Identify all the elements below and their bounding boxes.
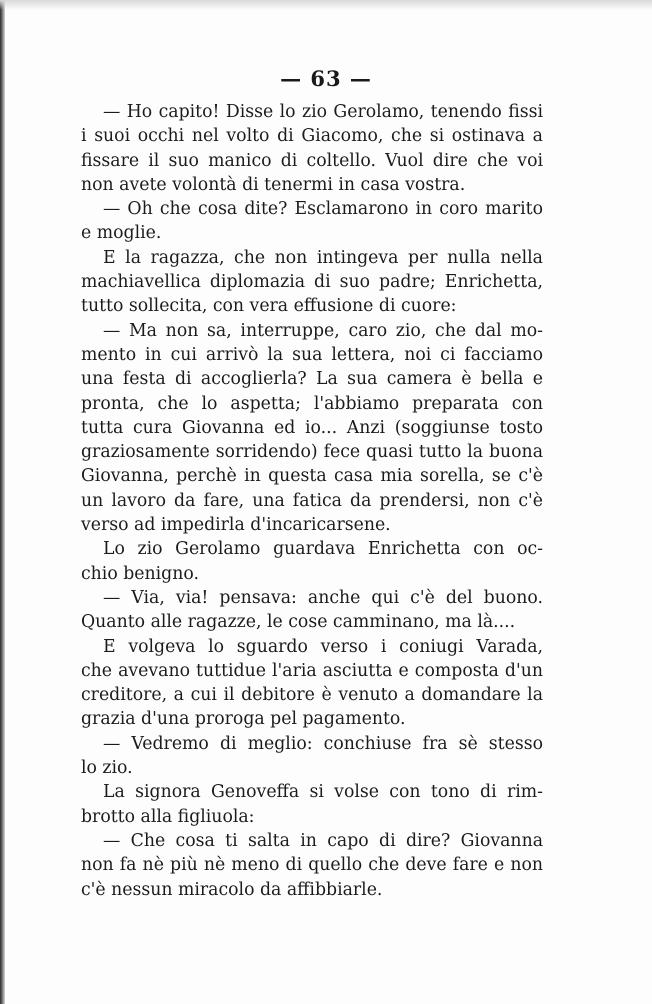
text-line: mento in cui arrivò la sua lettera, noi ci facciamo xyxy=(81,344,543,365)
text-line: Lo zio Gerolamo guardava Enrichetta con oc- xyxy=(103,539,543,560)
text-line: pronta, che lo aspetta; l'abbiamo preparata con xyxy=(81,393,543,414)
text-line: chio benigno. xyxy=(81,563,199,584)
text-line: graziosamente sorridendo) fece quasi tutto la buona xyxy=(81,442,543,463)
text-line: e moglie. xyxy=(81,223,162,244)
text-line: non avete volontà di tenermi in casa vostra. xyxy=(81,174,466,195)
text-line: — Oh che cosa dite? Esclamarono in coro marito xyxy=(103,199,543,220)
text-line: verso ad impedirla d'incaricarsene. xyxy=(81,515,391,536)
text-line: creditore, a cui il debitore è venuto a domandare la xyxy=(81,685,543,706)
text-line: machiavellica diplomazia di suo padre; Enrichetta, xyxy=(81,272,543,293)
page-number: — 63 — xyxy=(280,66,372,91)
text-line: un lavoro da fare, una fatica da prendersi, non c'è xyxy=(81,490,543,511)
text-line: lo zio. xyxy=(81,758,133,779)
text-line: che avevano tuttidue l'aria asciutta e composta d'un xyxy=(81,660,543,681)
text-line: tutto sollecita, con vera effusione di cuore: xyxy=(81,296,457,317)
text-line: c'è nessun miracolo da affibbiarle. xyxy=(81,879,383,900)
text-line: — Vedremo di meglio: conchiuse fra sè stesso xyxy=(103,733,543,754)
text-line: — Ho capito! Disse lo zio Gerolamo, tenendo fissi xyxy=(103,102,543,122)
text-line: non fa nè più nè meno di quello che deve fare e non xyxy=(81,855,543,876)
text-line: una festa di accoglierla? La sua camera è bella e xyxy=(81,369,543,390)
text-line: — Che cosa ti salta in capo di dire? Giovanna xyxy=(103,830,543,851)
text-line: — Ma non sa, interruppe, caro zio, che dal mo- xyxy=(103,320,543,341)
page-spine-edge xyxy=(0,0,5,1004)
text-line: brotto alla figliuola: xyxy=(81,806,255,827)
text-line: E volgeva lo sguardo verso i coniugi Varada, xyxy=(103,636,543,657)
scan-top-shadow xyxy=(0,0,652,10)
text-line: La signora Genoveffa si volse con tono di rim- xyxy=(103,782,543,803)
text-line: — Via, via! pensava: anche qui c'è del buono. xyxy=(103,587,543,608)
text-line: i suoi occhi nel volto di Giacomo, che si ostinava a xyxy=(81,126,543,147)
text-line: E la ragazza, che non intingeva per nulla nella xyxy=(103,247,543,268)
body-text xyxy=(81,100,543,902)
text-line: tutta cura Giovanna ed io... Anzi (soggiunse tosto xyxy=(81,417,543,438)
text-line: fissare il suo manico di coltello. Vuol dire che voi xyxy=(81,150,543,171)
text-line: grazia d'una proroga pel pagamento. xyxy=(81,709,406,730)
text-line: Quanto alle ragazze, le cose camminano, ma là.... xyxy=(81,612,516,633)
text-line: Giovanna, perchè in questa casa mia sorella, se c'è xyxy=(81,466,543,487)
